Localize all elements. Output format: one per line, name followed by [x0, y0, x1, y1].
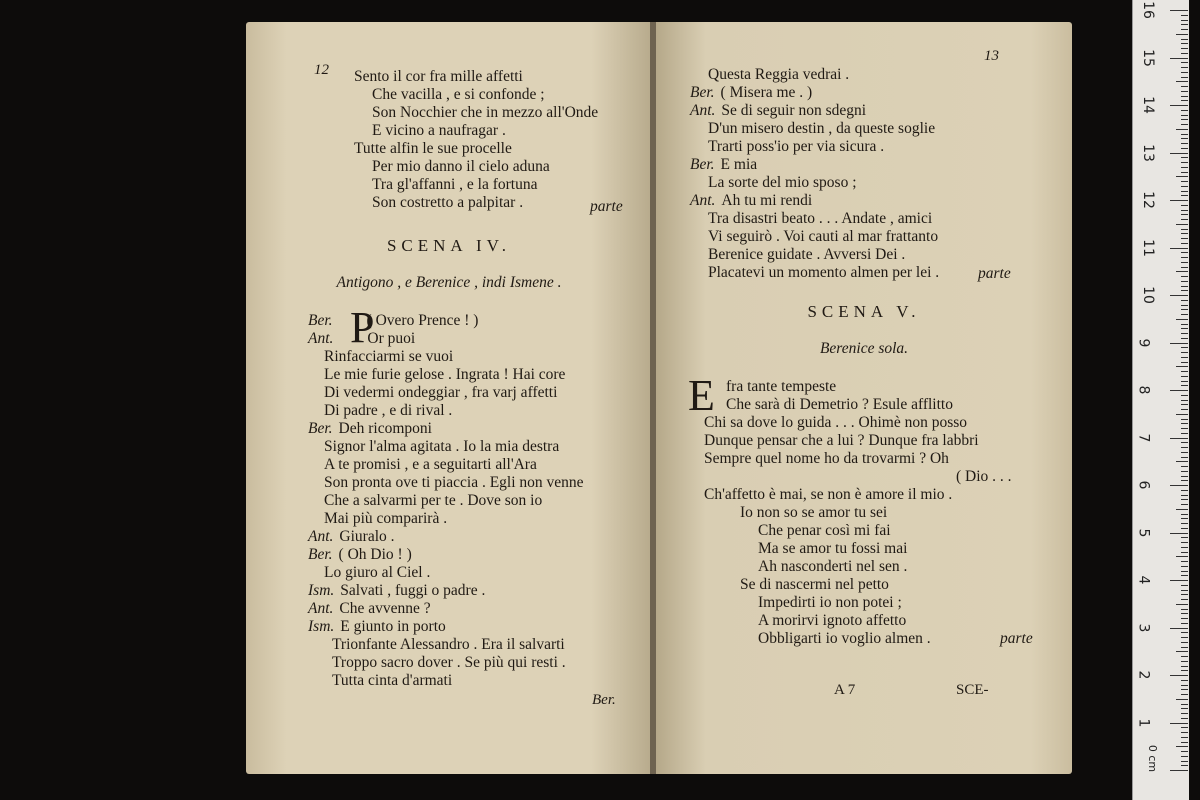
ruler-tick — [1181, 162, 1188, 163]
ruler-tick — [1181, 290, 1188, 291]
verse-line: Sento il cor fra mille affetti — [354, 68, 523, 85]
monologue-line: Chi sa dove lo guida . . . Ohimè non posso — [704, 414, 968, 431]
ruler-tick — [1181, 395, 1188, 396]
ruler-tick — [1181, 561, 1188, 562]
ruler-tick — [1181, 590, 1188, 591]
ruler-tick — [1181, 347, 1188, 348]
ruler-tick — [1181, 523, 1188, 524]
ruler-number: 2 — [1135, 670, 1152, 680]
ruler-tick — [1170, 295, 1188, 296]
ruler-tick — [1176, 34, 1188, 35]
ruler-unit: 0 cm — [1146, 744, 1160, 773]
ruler-tick — [1181, 609, 1188, 610]
ruler-tick — [1181, 62, 1188, 63]
ruler-tick — [1181, 110, 1188, 111]
ruler-tick — [1181, 632, 1188, 633]
ruler-tick — [1181, 642, 1188, 643]
monologue-line: Sempre quel nome ho da trovarmi ? Oh — [704, 450, 949, 467]
verse-line: Se di nascermi nel petto — [740, 576, 889, 593]
ruler-tick — [1181, 661, 1188, 662]
ruler-tick — [1170, 438, 1188, 439]
ruler-tick — [1181, 328, 1188, 329]
ruler-tick — [1170, 580, 1188, 581]
line-text: Se di seguir non sdegni — [721, 102, 867, 119]
dialogue-line: D'un misero destin , da queste soglie — [708, 120, 936, 137]
ruler-tick — [1181, 67, 1188, 68]
ruler-tick — [1181, 20, 1188, 21]
ruler-tick — [1181, 689, 1188, 690]
ruler-number: 14 — [1139, 96, 1156, 114]
dialogue-line: Questa Reggia vedrai . — [708, 66, 850, 83]
monologue-line: Dunque pensar che a lui ? Dunque fra labbri — [704, 432, 979, 449]
dialogue-line: Di vedermi ondeggiar , fra varj affetti — [324, 384, 558, 401]
line-text: ( Oh Dio ! ) — [338, 546, 412, 563]
ruler-tick — [1176, 81, 1188, 82]
exit-direction: parte — [590, 198, 623, 215]
ruler-tick — [1176, 699, 1188, 700]
ruler-tick — [1181, 528, 1188, 529]
verse-line: Son Nocchier che in mezzo all'Onde — [372, 104, 599, 121]
dialogue-line: Lo giuro al Ciel . — [324, 564, 431, 581]
ruler-tick — [1181, 371, 1188, 372]
dialogue-line — [308, 546, 412, 564]
ruler-number: 16 — [1139, 1, 1156, 19]
ruler-tick — [1176, 604, 1188, 605]
ruler-tick — [1181, 727, 1188, 728]
ruler-tick — [1181, 314, 1188, 315]
verse-line: Tutte alfin le sue procelle — [354, 140, 512, 157]
signature-mark: A 7 — [834, 682, 856, 698]
dialogue-line — [308, 600, 431, 618]
ruler-tick — [1181, 381, 1188, 382]
ruler-number: 13 — [1139, 143, 1156, 162]
verse-line: Ma se amor tu fossi mai — [758, 540, 908, 557]
speaker: Ber. — [308, 312, 333, 329]
ruler-tick — [1181, 300, 1188, 301]
ruler-tick — [1181, 352, 1188, 353]
dialogue-line: Placatevi un momento almen per lei . — [708, 264, 940, 281]
ruler-tick — [1170, 10, 1188, 11]
ruler-tick — [1170, 485, 1188, 486]
ruler-tick — [1181, 708, 1188, 709]
dialogue-line — [690, 84, 812, 102]
verse-line: Ah nasconderti nel sen . — [758, 558, 908, 575]
dialogue-line: Mai più comparirà . — [324, 510, 448, 527]
ruler-tick — [1181, 238, 1188, 239]
ruler-tick — [1181, 428, 1188, 429]
dialogue-line: Trionfante Alessandro . Era il salvarti — [332, 636, 565, 653]
ruler-tick — [1181, 404, 1188, 405]
ruler-tick — [1181, 647, 1188, 648]
ruler-tick — [1181, 276, 1188, 277]
ruler-tick — [1181, 457, 1188, 458]
scene-heading: SCENA IV. — [386, 236, 512, 255]
ruler-tick — [1181, 205, 1188, 206]
verse-line: Tra gl'affanni , e la fortuna — [372, 176, 538, 193]
ruler-tick — [1181, 115, 1188, 116]
ruler-tick — [1170, 533, 1188, 534]
ruler-tick — [1181, 262, 1188, 263]
dialogue-line: Che a salvarmi per te . Dove son io — [324, 492, 543, 509]
ruler-tick — [1181, 281, 1188, 282]
ruler-tick — [1176, 129, 1188, 130]
ruler-tick — [1176, 509, 1188, 510]
ruler-tick — [1176, 271, 1188, 272]
ruler-tick — [1181, 257, 1188, 258]
ruler-tick — [1181, 409, 1188, 410]
verse-line: A morirvi ignoto affetto — [758, 612, 907, 629]
ruler-number: 8 — [1135, 385, 1152, 395]
ruler-tick — [1176, 461, 1188, 462]
ruler-tick — [1181, 172, 1188, 173]
ruler-tick — [1176, 414, 1188, 415]
ruler-number: 3 — [1135, 623, 1152, 632]
ruler-tick — [1181, 385, 1188, 386]
dialogue-line — [308, 528, 395, 546]
ruler-tick — [1181, 514, 1188, 515]
ruler-tick — [1181, 666, 1188, 667]
speaker: Ism. — [308, 618, 335, 635]
ruler-tick — [1170, 675, 1188, 676]
ruler-tick — [1176, 651, 1188, 652]
verse-line: Obbligarti io voglio almen . — [758, 630, 931, 647]
ruler-tick — [1181, 480, 1188, 481]
ruler-tick — [1181, 324, 1188, 325]
line-text: E mia — [720, 156, 758, 173]
ruler-tick — [1181, 243, 1188, 244]
dialogue-line: Di padre , e di rival . — [324, 402, 453, 419]
ruler-tick — [1181, 623, 1188, 624]
exit-direction: parte — [978, 265, 1011, 282]
ruler-tick — [1181, 585, 1188, 586]
ruler-tick — [1181, 490, 1188, 491]
ruler-tick — [1181, 495, 1188, 496]
ruler-tick — [1176, 746, 1188, 747]
measurement-ruler — [1132, 0, 1189, 800]
ruler-tick — [1181, 29, 1188, 30]
ruler-tick — [1181, 442, 1188, 443]
catchword: Ber. — [592, 692, 616, 708]
ruler-number: 9 — [1135, 338, 1152, 347]
ruler-tick — [1181, 756, 1188, 757]
dialogue-line — [690, 102, 866, 120]
ruler-tick — [1181, 167, 1188, 168]
ruler-tick — [1181, 423, 1188, 424]
ruler-tick — [1170, 200, 1188, 201]
ruler-tick — [1181, 765, 1188, 766]
ruler-number: 11 — [1139, 238, 1156, 257]
ruler-tick — [1181, 309, 1188, 310]
exit-direction: parte — [1000, 630, 1033, 647]
ruler-tick — [1181, 547, 1188, 548]
line-text: Giuralo . — [339, 528, 395, 545]
ruler-tick — [1181, 333, 1188, 334]
ruler-number: 12 — [1139, 191, 1156, 209]
speaker: Ber. — [690, 84, 715, 101]
ruler-tick — [1181, 181, 1188, 182]
ruler-tick — [1181, 186, 1188, 187]
ruler-tick — [1181, 400, 1188, 401]
ruler-tick — [1181, 618, 1188, 619]
open-book — [246, 22, 1072, 774]
line-text: ( Misera me . ) — [720, 84, 813, 101]
ruler-tick — [1181, 594, 1188, 595]
verse-line: Che penar così mi fai — [758, 522, 891, 539]
verse-line: Io non so se amor tu sei — [740, 504, 888, 521]
ruler-tick — [1181, 191, 1188, 192]
monologue-line: Ch'affetto è mai, se non è amore il mio . — [704, 486, 953, 503]
dialogue-line — [308, 582, 485, 600]
ruler-tick — [1181, 694, 1188, 695]
drop-cap: E — [688, 371, 715, 420]
ruler-tick — [1181, 195, 1188, 196]
ruler-tick — [1181, 357, 1188, 358]
ruler-tick — [1181, 452, 1188, 453]
ruler-tick — [1181, 518, 1188, 519]
ruler-tick — [1181, 566, 1188, 567]
verse-line: E vicino a naufragar . — [372, 122, 506, 139]
ruler-tick — [1181, 286, 1188, 287]
ruler-tick — [1170, 723, 1188, 724]
right-page — [656, 22, 1072, 774]
dialogue-line: La sorte del mio sposo ; — [708, 174, 857, 191]
ruler-tick — [1181, 718, 1188, 719]
dialogue-line — [308, 618, 446, 636]
ruler-number: 7 — [1135, 433, 1152, 442]
ruler-tick — [1181, 447, 1188, 448]
ruler-tick — [1181, 471, 1188, 472]
ruler-tick — [1170, 343, 1188, 344]
ruler-tick — [1181, 157, 1188, 158]
ruler-tick — [1170, 390, 1188, 391]
scene-characters: Berenice sola. — [819, 340, 909, 357]
ruler-tick — [1176, 556, 1188, 557]
ruler-tick — [1181, 43, 1188, 44]
speaker: Ant. — [308, 528, 334, 545]
ruler-tick — [1181, 24, 1188, 25]
dialogue-line — [308, 312, 478, 330]
speaker: Ber. — [308, 546, 333, 563]
ruler-tick — [1181, 680, 1188, 681]
ruler-tick — [1181, 53, 1188, 54]
ruler-tick — [1181, 219, 1188, 220]
ruler-tick — [1181, 761, 1188, 762]
speaker: Ant. — [308, 330, 334, 347]
ruler-tick — [1181, 732, 1188, 733]
ruler-tick — [1181, 91, 1188, 92]
ruler-tick — [1181, 575, 1188, 576]
ruler-tick — [1181, 15, 1188, 16]
ruler-tick — [1181, 613, 1188, 614]
ruler-tick — [1181, 267, 1188, 268]
ruler-tick — [1181, 713, 1188, 714]
drop-cap: P — [350, 303, 375, 352]
ruler-tick — [1176, 176, 1188, 177]
dialogue-line: Le mie furie gelose . Ingrata ! Hai core — [324, 366, 566, 383]
line-text: Ah tu mi rendi — [721, 192, 813, 209]
ruler-tick — [1181, 670, 1188, 671]
line-text: Deh ricomponi — [338, 420, 432, 437]
ruler-tick — [1181, 637, 1188, 638]
ruler-tick — [1181, 86, 1188, 87]
ruler-tick — [1181, 419, 1188, 420]
ruler-tick — [1176, 366, 1188, 367]
dialogue-line: Trarti poss'io per via sicura . — [708, 138, 885, 155]
monologue-line: fra tante tempeste — [726, 378, 837, 395]
speaker: Ant. — [690, 192, 716, 209]
line-text: Che avvenne ? — [339, 600, 431, 617]
ruler-number: 15 — [1139, 48, 1156, 67]
ruler-tick — [1181, 476, 1188, 477]
dialogue-line: Troppo sacro dover . Se più qui resti . — [332, 654, 566, 671]
ruler-tick — [1170, 248, 1188, 249]
ruler-tick — [1181, 252, 1188, 253]
ruler-tick — [1181, 229, 1188, 230]
ruler-number: 10 — [1139, 286, 1156, 304]
ruler-tick — [1181, 742, 1188, 743]
dialogue-line — [308, 330, 415, 348]
dialogue-line: Rinfacciarmi se vuoi — [324, 348, 454, 365]
ruler-tick — [1181, 233, 1188, 234]
ruler-number: 5 — [1135, 528, 1152, 537]
dialogue-line — [690, 192, 812, 210]
ruler-number: 6 — [1135, 480, 1152, 490]
verse-line: Impedirti io non potei ; — [758, 594, 902, 611]
dialogue-line: A te promisi , e a seguitarti all'Ara — [324, 456, 537, 473]
page-number: 13 — [984, 48, 999, 64]
ruler-tick — [1181, 751, 1188, 752]
ruler-tick — [1170, 770, 1188, 771]
ruler-tick — [1181, 571, 1188, 572]
ruler-tick — [1170, 153, 1188, 154]
verse-line: Per mio danno il cielo aduna — [372, 158, 550, 175]
catchword: SCE- — [956, 682, 989, 698]
dialogue-line: Tra disastri beato . . . Andate , amici — [708, 210, 933, 227]
ruler-tick — [1181, 656, 1188, 657]
scene-heading: SCENA V. — [807, 302, 921, 321]
left-page — [246, 22, 652, 774]
dialogue-line: Signor l'alma agitata . Io la mia destra — [324, 438, 560, 455]
ruler-tick — [1181, 685, 1188, 686]
speaker: Ant. — [308, 600, 334, 617]
dialogue-line: Berenice guidate . Avversi Dei . — [708, 246, 906, 263]
ruler-tick — [1181, 214, 1188, 215]
line-text: E giunto in porto — [340, 618, 446, 635]
ruler-tick — [1181, 138, 1188, 139]
ruler-tick — [1170, 628, 1188, 629]
ruler-tick — [1181, 100, 1188, 101]
speaker: Ber. — [308, 420, 333, 437]
line-text: Salvati , fuggi o padre . — [340, 582, 486, 599]
ruler-number: 1 — [1135, 718, 1152, 727]
page-number: 12 — [314, 62, 329, 78]
ruler-tick — [1181, 305, 1188, 306]
ruler-tick — [1181, 134, 1188, 135]
ruler-tick — [1170, 105, 1188, 106]
ruler-tick — [1181, 148, 1188, 149]
ruler-tick — [1181, 433, 1188, 434]
speaker: Ber. — [690, 156, 715, 173]
ruler-tick — [1181, 72, 1188, 73]
ruler-tick — [1181, 737, 1188, 738]
speaker: Ism. — [308, 582, 335, 599]
ruler-tick — [1181, 704, 1188, 705]
dialogue-line: Vi seguirò . Voi cauti al mar frattanto — [708, 228, 939, 245]
ruler-tick — [1181, 96, 1188, 97]
monologue-line: Che sarà di Demetrio ? Esule afflitto — [726, 396, 953, 413]
ruler-tick — [1176, 224, 1188, 225]
ruler-tick — [1181, 124, 1188, 125]
dialogue-line: Son pronta ove ti piaccia . Egli non venne — [324, 474, 584, 491]
verse-line: Che vacilla , e si confonde ; — [372, 86, 545, 103]
speaker: Ant. — [690, 102, 716, 119]
verse-line: Son costretto a palpitar . — [372, 194, 524, 211]
ruler-tick — [1181, 504, 1188, 505]
ruler-tick — [1170, 58, 1188, 59]
ruler-tick — [1181, 466, 1188, 467]
ruler-tick — [1181, 599, 1188, 600]
ruler-tick — [1181, 499, 1188, 500]
ruler-tick — [1181, 143, 1188, 144]
ruler-tick — [1181, 542, 1188, 543]
ruler-tick — [1181, 210, 1188, 211]
ruler-tick — [1176, 319, 1188, 320]
ruler-tick — [1181, 552, 1188, 553]
monologue-line: ( Dio . . . — [956, 468, 1012, 485]
ruler-number: 4 — [1135, 575, 1152, 585]
ruler-tick — [1181, 338, 1188, 339]
ruler-tick — [1181, 39, 1188, 40]
ruler-tick — [1181, 537, 1188, 538]
ruler-tick — [1181, 376, 1188, 377]
scene-characters: Antigono , e Berenice , indi Ismene . — [336, 274, 562, 291]
ruler-tick — [1181, 48, 1188, 49]
dialogue-line — [308, 420, 432, 438]
dialogue-line: Tutta cinta d'armati — [332, 672, 453, 689]
dialogue-line — [690, 156, 757, 174]
line-text: ( Overo Prence ! ) — [366, 312, 479, 329]
ruler-tick — [1181, 362, 1188, 363]
ruler-tick — [1181, 119, 1188, 120]
ruler-tick — [1181, 77, 1188, 78]
line-text: Or puoi — [367, 330, 416, 347]
